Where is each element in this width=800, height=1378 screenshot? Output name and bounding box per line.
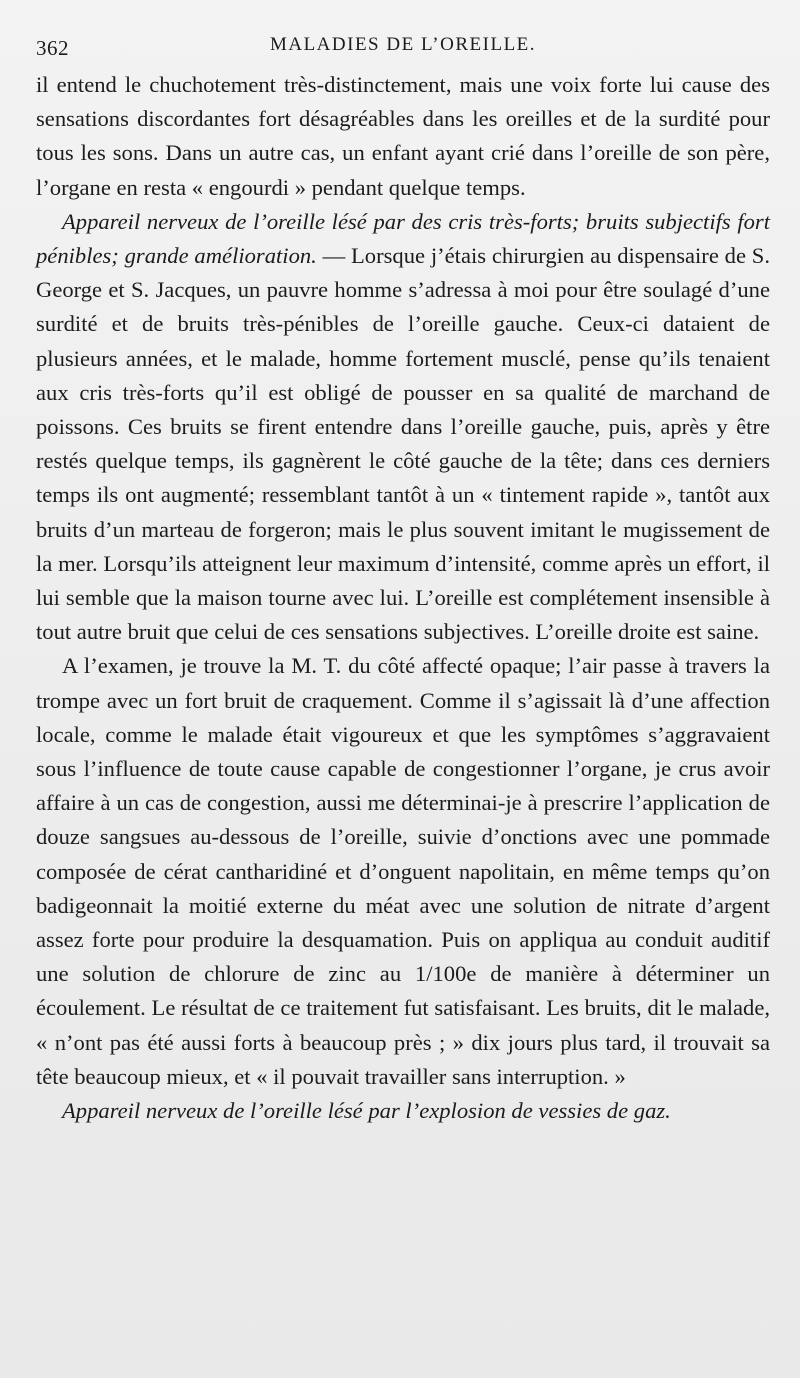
paragraph-1-text: il entend le chuchotement très-distinctement, mais une voix forte lui cause des sensations discordantes fort désagréables dans les oreilles et de la surdité pour tous les sons. Dans un autre cas, un enfant ayant crié dans l’oreille de son père, l’organe en resta « engourdi » pendant quelque temps.: [36, 72, 770, 200]
paragraph-3-text: A l’examen, je trouve la M. T. du côté affecté opaque; l’air passe à travers la trompe avec un fort bruit de craquement. Comme il s’agissait là d’une affection locale, comme le malade était vigoureux et que les symptômes s’aggravaient sous l’influence de toute cause capable de congestionner l’organe, je crus avoir affaire à un cas de congestion, aussi me déterminai-je à prescrire l’application de douze sangsues au-dessous de l’oreille, suivie d’onctions avec une pommade composée de cérat cantharidiné et d’onguent napolitain, en même temps qu’on badigeonnait la moitié externe du méat avec une solution de nitrate d’argent assez forte pour produire la desquamation. Puis on appliqua au conduit auditif une solution de chlorure de zinc au 1/100e de manière à déterminer un écoulement. Le résultat de ce traitement fut satisfaisant. Les bruits, dit le malade, « n’ont pas été aussi forts à beaucoup près ; » dix jours plus tard, il trouvait sa tête beaucoup mieux, et « il pouvait travailler sans interruption. »: [36, 653, 770, 1089]
paragraph-1: [36, 68, 770, 205]
page-number: 362: [36, 36, 69, 60]
paragraph-3: [36, 649, 770, 1094]
paragraph-2-text: — Lorsque j’étais chirurgien au dispensaire de S. George et S. Jacques, un pauvre homme s’adressa à moi pour être soulagé d’une surdité et de bruits très-pénibles de l’oreille gauche. Ceux-ci dataient de plusieurs années, et le malade, homme fortement musclé, pense qu’ils tenaient aux cris très-forts qu’il est obligé de pousser en sa qualité de marchand de poissons. Ces bruits se firent entendre dans l’oreille gauche, puis, après y être restés quelque temps, ils gagnèrent le côté gauche de la tête; dans ces derniers temps ils ont augmenté; ressemblant tantôt à un « tintement rapide », tantôt aux bruits d’un marteau de forgeron; mais le plus souvent imitant le mugissement de la mer. Lorsqu’ils atteignent leur maximum d’intensité, comme après un effort, il lui semble que la maison tourne avec lui. L’oreille est complétement insensible à tout autre bruit que celui de ces sensations subjectives. L’oreille droite est saine.: [36, 243, 770, 645]
paragraph-4: [36, 1094, 770, 1128]
page-header: [36, 30, 770, 68]
section-heading-cris: Appareil nerveux de l’oreille lésé par des cris très-forts; bruits subjectifs fort pénibles; grande amélioration.: [36, 208, 770, 269]
paragraph-2: [36, 205, 770, 650]
running-title: MALADIES DE L’OREILLE.: [269, 34, 537, 55]
body-text: [36, 68, 770, 1128]
section-heading-explosion: Appareil nerveux de l’oreille lésé par l’explosion de vessies de gaz.: [62, 1098, 671, 1124]
